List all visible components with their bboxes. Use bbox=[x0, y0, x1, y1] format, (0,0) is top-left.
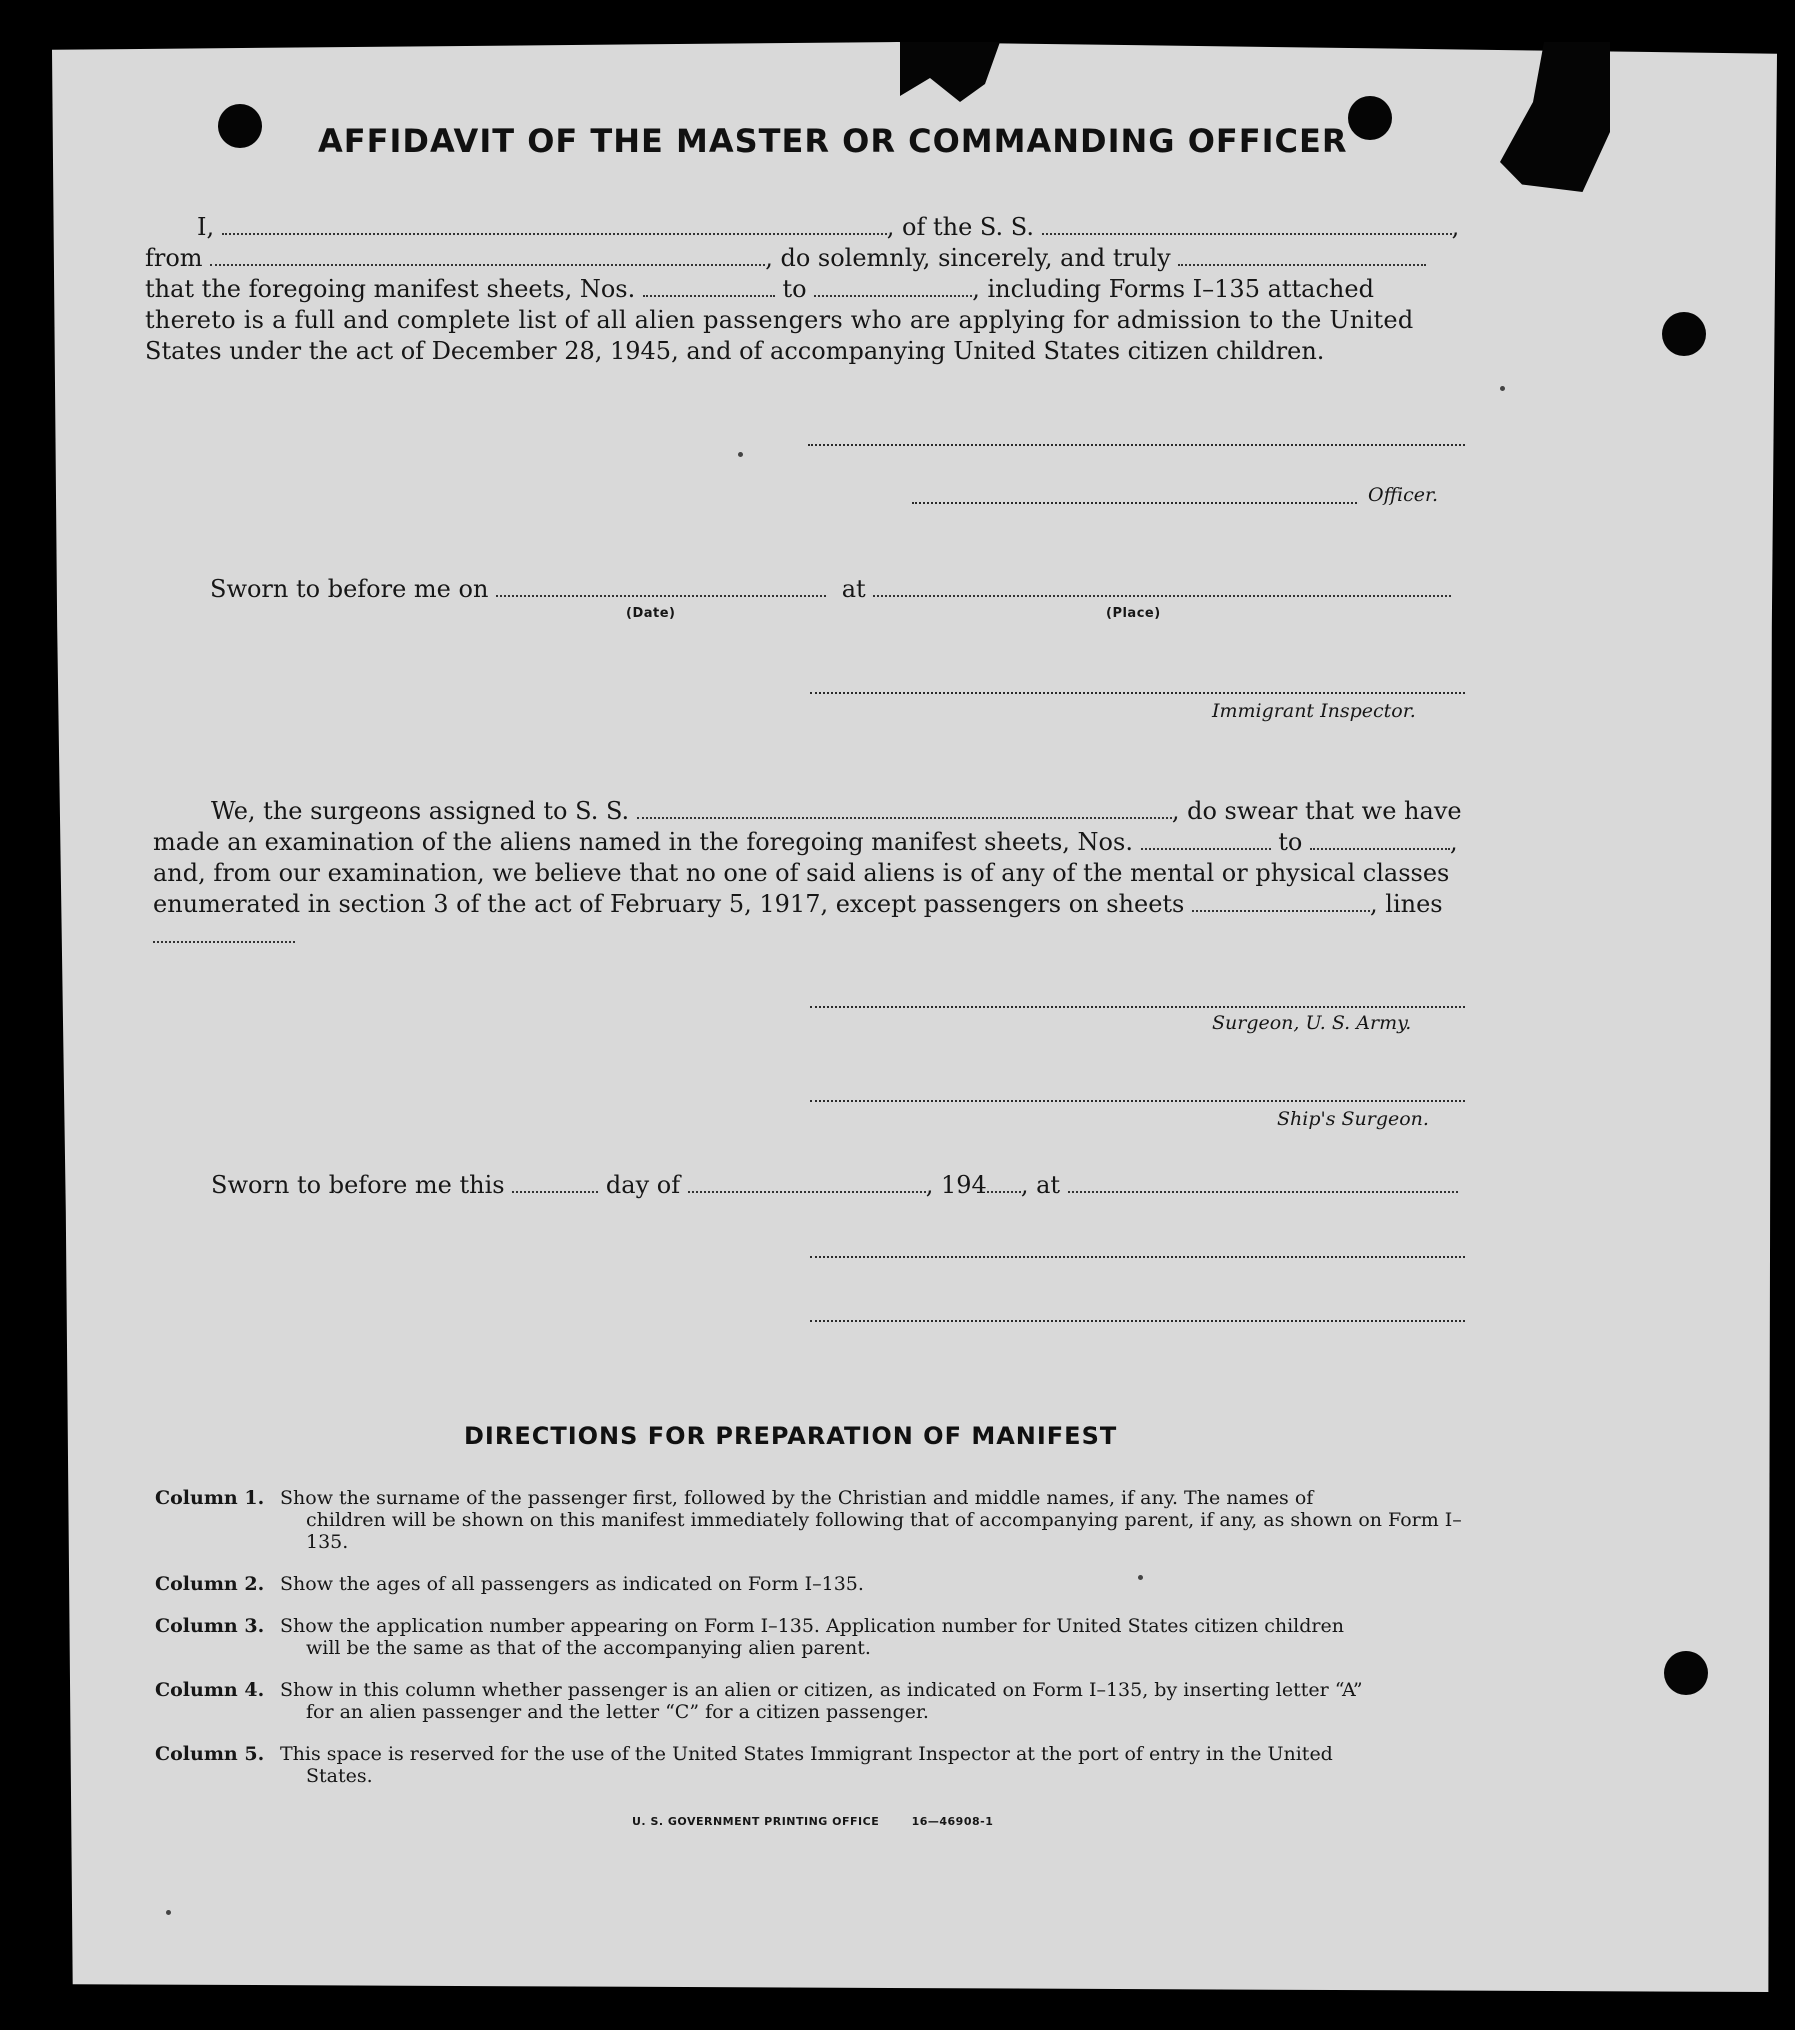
directions-title: DIRECTIONS FOR PREPARATION OF MANIFEST bbox=[464, 1422, 1118, 1450]
surgeon-sheet-to-blank bbox=[1310, 830, 1450, 850]
master-line-5: States under the act of December 28, 1945, and of accompanying United States citizen children. bbox=[145, 337, 1325, 365]
master-line-4: thereto is a full and complete list of all alien passengers who are applying for admission to the United bbox=[145, 306, 1414, 334]
ship-surgeon-label: Ship's Surgeon. bbox=[1277, 1108, 1429, 1130]
sheet-to-blank bbox=[814, 277, 972, 297]
official-title-line bbox=[810, 1320, 1465, 1322]
sworn-month-blank bbox=[688, 1173, 926, 1193]
punch-hole bbox=[1664, 1651, 1708, 1695]
surgeon-sheet-from-blank bbox=[1141, 830, 1271, 850]
inspector-label: Immigrant Inspector. bbox=[1212, 700, 1416, 722]
army-surgeon-label: Surgeon, U. S. Army. bbox=[1212, 1012, 1412, 1034]
direction-column-5: Column 5. This space is reserved for the use of the United States Immigrant Inspector at the port of entry in the United States. bbox=[155, 1743, 1333, 1787]
ship-name-blank bbox=[1042, 215, 1452, 235]
sworn-location-blank bbox=[1068, 1173, 1458, 1193]
punch-hole bbox=[1348, 96, 1392, 140]
sworn-before-line: Sworn to before me on at bbox=[210, 574, 1451, 605]
direction-column-3: Column 3. Show the application number appearing on Form I–135. Application number for United States citizen children will be the same as that of the accompanying alien parent. bbox=[155, 1615, 1344, 1659]
master-line-2: from , do solemnly, sincerely, and truly bbox=[145, 243, 1470, 274]
master-line-3: that the foregoing manifest sheets, Nos. to , including Forms I–135 attached bbox=[145, 275, 1374, 303]
surgeon-ship-blank bbox=[637, 799, 1172, 819]
surgeons-line-2: made an examination of the aliens named in the foregoing manifest sheets, Nos. to , bbox=[153, 828, 1458, 856]
surgeons-line-1: We, the surgeons assigned to S. S. , do swear that we have bbox=[211, 797, 1462, 825]
punch-hole bbox=[1662, 312, 1706, 356]
officer-label: Officer. bbox=[1368, 484, 1439, 506]
master-line-1: I, , of the S. S. , bbox=[197, 213, 1460, 241]
directions-list bbox=[155, 1487, 1470, 1807]
punch-hole bbox=[218, 104, 262, 148]
surgeons-line-5 bbox=[153, 920, 1468, 951]
officer-signature-line bbox=[808, 444, 1465, 446]
printer-name: U. S. GOVERNMENT PRINTING OFFICE bbox=[632, 1815, 880, 1828]
official-signature-line bbox=[810, 1256, 1465, 1258]
surgeons-line-4: enumerated in section 3 of the act of February 5, 1917, except passengers on sheets , lines bbox=[153, 890, 1443, 918]
sworn-date-blank bbox=[496, 577, 826, 597]
sworn-day-blank bbox=[512, 1173, 598, 1193]
ship-surgeon-signature-line bbox=[810, 1100, 1465, 1102]
surgeons-line-3: and, from our examination, we believe that no one of said aliens is of any of the mental or physical classes bbox=[153, 859, 1450, 887]
date-label: (Date) bbox=[626, 606, 676, 621]
speck bbox=[738, 452, 743, 457]
surgeons-affidavit bbox=[153, 796, 1468, 951]
direction-column-2: Column 2. Show the ages of all passengers as indicated on Form I–135. bbox=[155, 1573, 864, 1595]
place-label: (Place) bbox=[1106, 606, 1161, 621]
sworn-this-line: Sworn to before me this day of , 194 , at bbox=[211, 1170, 1458, 1201]
sworn-place-blank bbox=[873, 577, 1451, 597]
form-code: 16—46908-1 bbox=[911, 1815, 994, 1828]
printer-footer bbox=[632, 1815, 993, 1828]
speck bbox=[166, 1910, 171, 1915]
direction-column-4: Column 4. Show in this column whether passenger is an alien or citizen, as indicated on Form I–135, by inserting letter “A” for an alien passenger and the letter “C” for a citizen passenger. bbox=[155, 1679, 1363, 1723]
exception-sheets-blank bbox=[1192, 892, 1370, 912]
affidavit-title: AFFIDAVIT OF THE MASTER OR COMMANDING OFFICER bbox=[318, 122, 1348, 160]
speck bbox=[1500, 386, 1505, 391]
master-name-blank bbox=[222, 215, 887, 235]
inspector-signature-line bbox=[810, 692, 1465, 694]
port-from-blank bbox=[210, 246, 765, 266]
direction-column-1: Column 1. Show the surname of the passenger first, followed by the Christian and middle names, if any. The names of children will be shown on this manifest immediately following that of accompanying parent, if any, as shown on Form I–135. bbox=[155, 1487, 1462, 1553]
master-affidavit bbox=[145, 212, 1470, 367]
sworn-year-blank bbox=[987, 1173, 1021, 1193]
exception-lines-blank bbox=[153, 923, 295, 943]
officer-signature-line bbox=[912, 502, 1357, 504]
swear-blank bbox=[1178, 246, 1426, 266]
army-surgeon-signature-line bbox=[810, 1006, 1465, 1008]
sheet-from-blank bbox=[643, 277, 775, 297]
